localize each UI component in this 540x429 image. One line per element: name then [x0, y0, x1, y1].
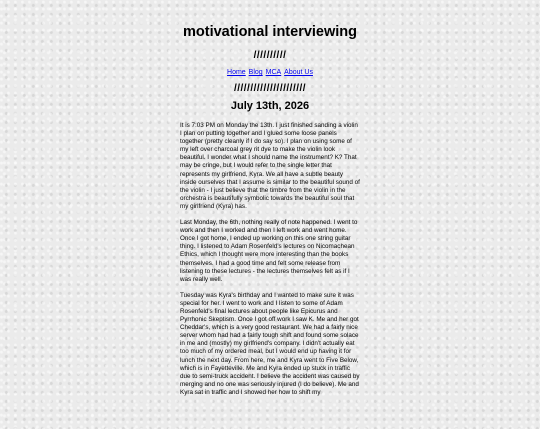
- post-content: [180, 122, 360, 397]
- nav-mca-link[interactable]: MCA: [265, 69, 282, 76]
- title-divider: //////////: [253, 50, 287, 61]
- nav-about-link[interactable]: About Us: [284, 69, 313, 76]
- nav-divider: //////////////////////: [233, 83, 307, 94]
- post-paragraph: It is 7:03 PM on Monday the 13th. I just finished sanding a violin I plan on putting together and I glued some loose panels together (pretty cleanly if I do say so). I plan on using some of my left over charcoal grey rit dye to make the violin look beautiful. I wonder what I should name the instrument? K? That may be cringe, but I would refer to the single letter that represents my girlfriend, Kyra. We all have a subtle beauty inside ourselves that I assume is similar to the beautiful sound of the violin - I just believe that the timbre from the violin in the orchestra is beautifully symbolic towards the beautiful soul that my girlfriend (Kyra) has.: [180, 122, 360, 210]
- post-paragraph: Last Monday, the 6th, nothing really of note happened. I went to work and then I worked and then I left work and went home. Once I got home, I ended up working on this one string guitar thing. I listened to Adam Rosenfeld's lectures on Nicomachean Ethics, which I thought were more interesting than the books themselves. I had a good time and felt some release from listening to these lectures - the lectures themselves felt as if I was really well.: [180, 219, 358, 283]
- post-date: July 13th, 2026: [230, 100, 310, 112]
- nav-blog-link[interactable]: Blog: [248, 69, 263, 76]
- page: [0, 24, 540, 397]
- main-nav: [0, 69, 540, 76]
- post-paragraph: Tuesday was Kyra's birthday and I wanted to make sure it was special for her. I went to work and I listen to some of Adam Rosenfeld's final lectures about people like Epicurus and Pyrrhonic Skeptism. Once I got off work I saw K. Me and her got Cheddar's, which is a very good restaurant. We had a fairly nice server whom had had a fairly tough shift and found some solace in me and (mostly) my girlfriend's company. I didn't actually eat too much of my ordered meal, but I would end up having it for lunch the next day. From here, me and Kyra went to Five Below, which is in Fayetteville. Me and Kyra ended up stuck in traffic due to semi-truck accident. I believe the accident was caused by merging and no one was seriously injured (I do believe). Me and Kyra sat in traffic and I showed her how to shift my: [180, 291, 360, 396]
- site-title: motivational interviewing: [182, 24, 358, 40]
- nav-home-link[interactable]: Home: [227, 69, 246, 76]
